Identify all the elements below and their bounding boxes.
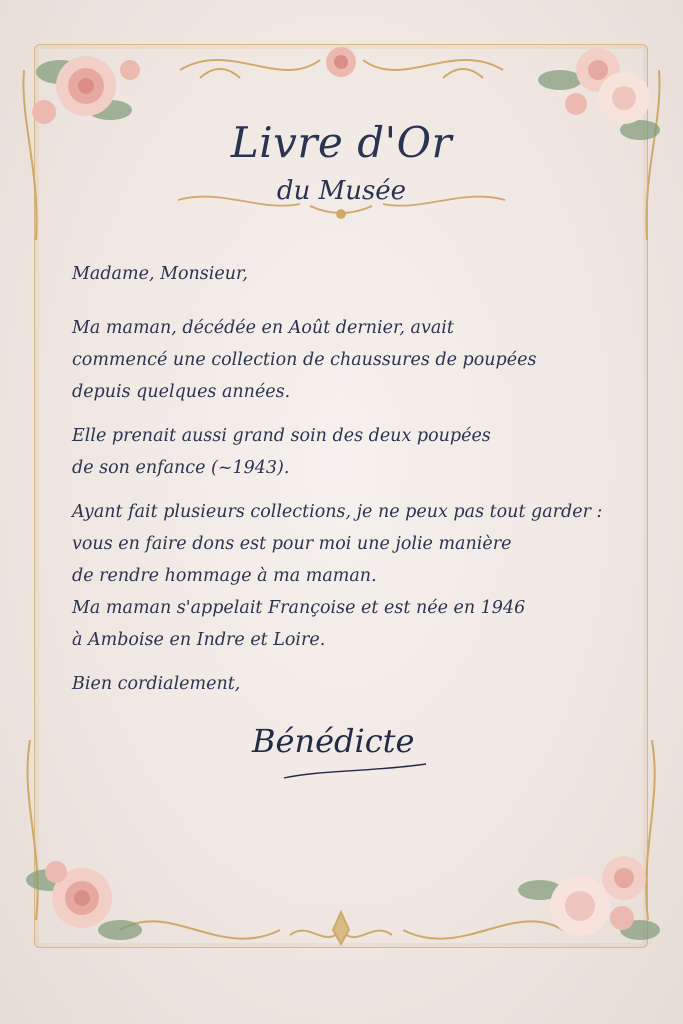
paragraph-line: vous en faire dons est pour moi une jolie manière <box>72 534 512 554</box>
paragraph-line: commencé une collection de chaussures de poupées <box>72 350 537 370</box>
paragraph-line: de son enfance (~1943). <box>72 458 290 478</box>
paragraph-line: de rendre hommage à ma maman. <box>72 566 377 586</box>
paragraph-line: Ayant fait plusieurs collections, je ne peux pas tout garder : <box>72 502 603 522</box>
signature: Bénédicte <box>252 722 415 760</box>
letter-greeting: Madame, Monsieur, <box>72 264 248 284</box>
letter-closing: Bien cordialement, <box>72 674 241 694</box>
letter-body <box>72 258 642 700</box>
paragraph-line: Ma maman s'appelait Françoise et est née en 1946 <box>72 598 526 618</box>
page-title: Livre d'Or <box>230 118 453 167</box>
paragraph-line: Elle prenait aussi grand soin des deux poupées <box>72 426 491 446</box>
page-subtitle: du Musée <box>276 176 407 206</box>
paragraph-line: à Amboise en Indre et Loire. <box>72 630 326 650</box>
paragraph-line: Ma maman, décédée en Août dernier, avait <box>72 318 454 338</box>
paragraph-line: depuis quelques années. <box>72 382 291 402</box>
signature-underline <box>280 760 430 784</box>
